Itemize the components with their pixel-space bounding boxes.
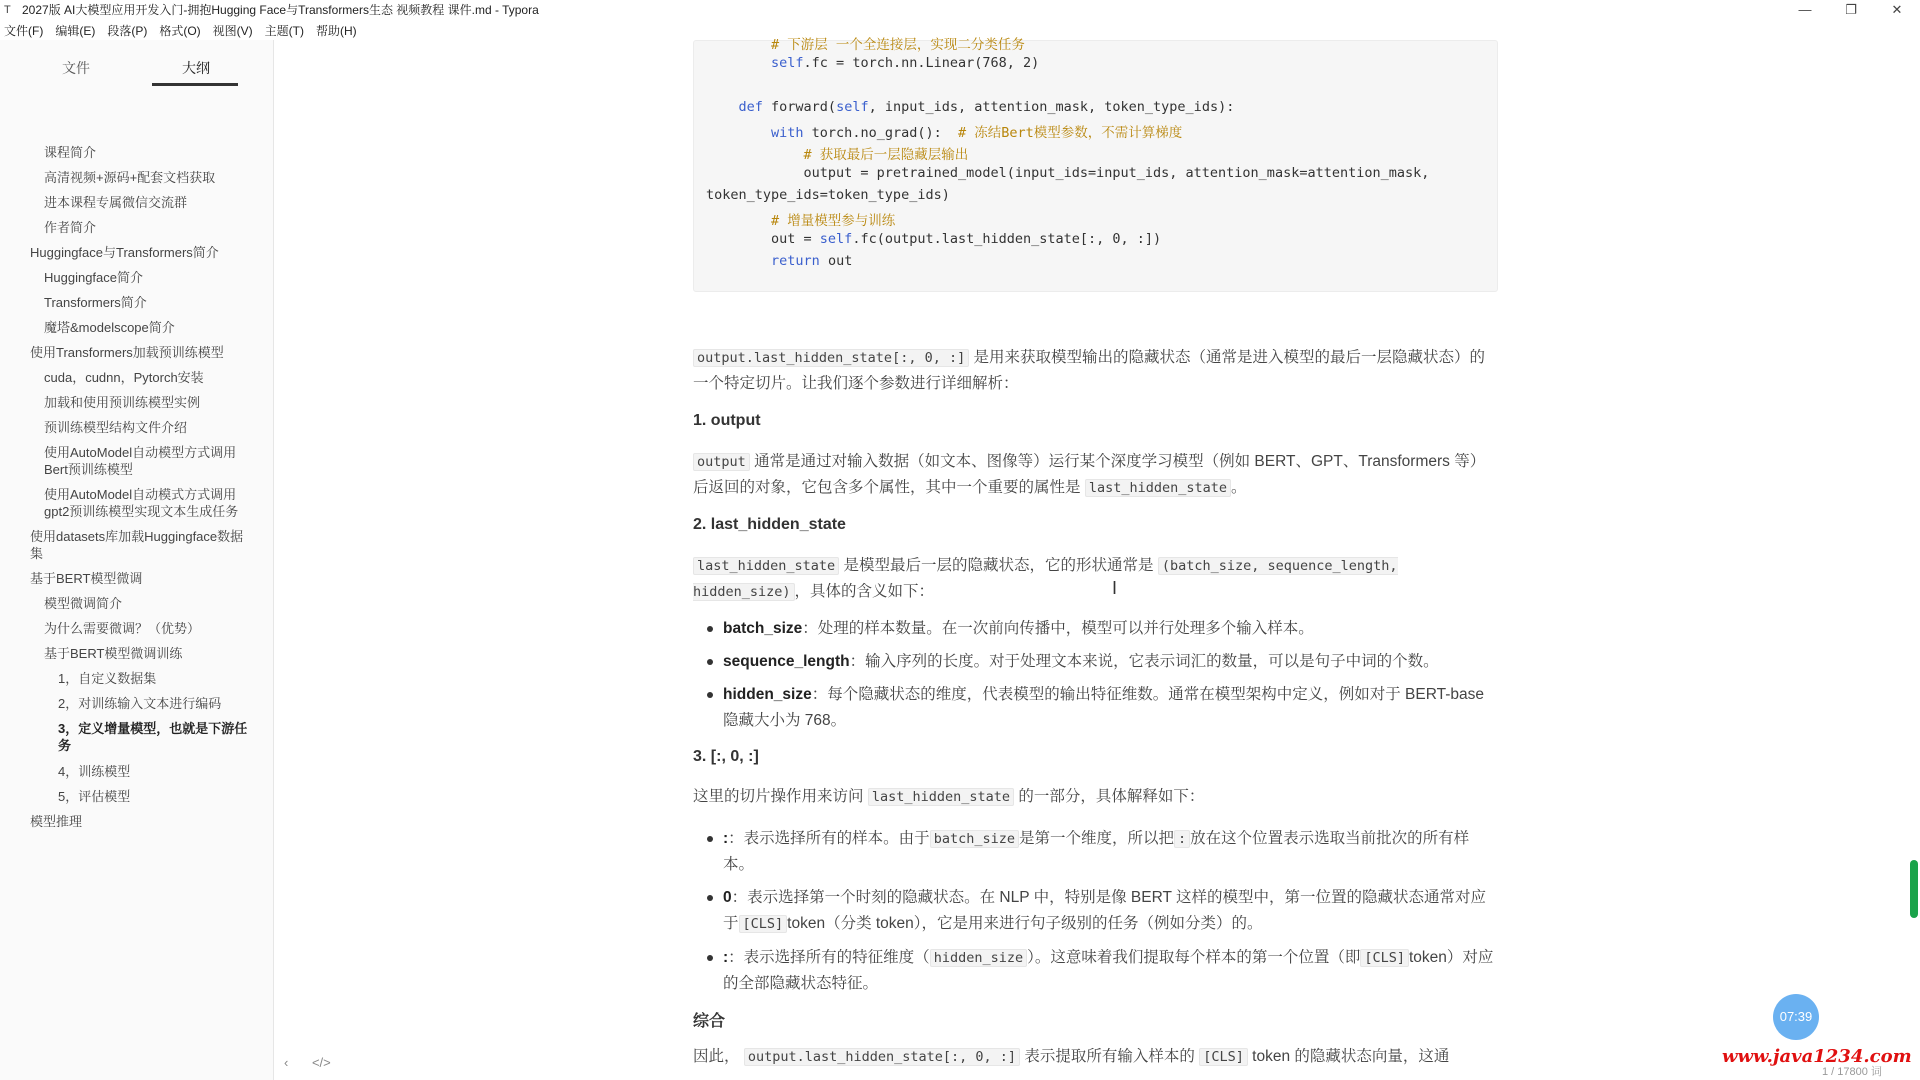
outline-item[interactable]: 使用Transformers加载预训练模型 — [30, 345, 224, 360]
menu-format[interactable]: 格式(O) — [159, 24, 201, 38]
outline-item[interactable]: 为什么需要微调？（优势） — [44, 621, 201, 636]
paragraph-output — [693, 449, 1498, 501]
inline-code: last_hidden_state — [868, 788, 1014, 806]
text-cursor-icon: I — [1112, 578, 1118, 598]
recording-timer: 07:39 — [1773, 994, 1819, 1040]
watermark: www.java1234.com — [1722, 1046, 1912, 1067]
outline-item[interactable]: 高清视频+源码+配套文档获取 — [44, 170, 216, 185]
code-line: self.fc = torch.nn.Linear(768, 2) — [771, 55, 1040, 71]
paragraph-text: 这里的切片操作用来访问 — [693, 788, 864, 805]
tab-files[interactable]: 文件 — [62, 60, 90, 76]
paragraph-text: 是模型最后一层的隐藏状态，它的形状通常是 — [843, 557, 1154, 574]
list-term: : — [723, 949, 729, 966]
inline-code: [CLS] — [1199, 1048, 1248, 1066]
inline-code: hidden_size — [930, 949, 1027, 967]
active-tab-underline — [152, 83, 238, 86]
outline-item[interactable]: 加载和使用预训练模型实例 — [44, 395, 201, 410]
paragraph-text: 。 — [1231, 479, 1247, 496]
inline-code: (batch_size, sequence_length, hidden_size) — [693, 558, 1398, 600]
outline-item[interactable]: 课程简介 — [44, 145, 97, 160]
scroll-indicator[interactable] — [1910, 860, 1918, 918]
outline-item[interactable]: 3，定义增量模型，也就是下游任务 — [58, 721, 248, 753]
collapse-sidebar-icon[interactable]: ‹ — [284, 1055, 289, 1070]
outline-item[interactable]: 5，评估模型 — [58, 789, 131, 804]
inline-code: output — [693, 453, 750, 471]
menu-paragraph[interactable]: 段落(P) — [107, 24, 148, 38]
list-item — [707, 649, 1497, 675]
bullet-icon — [707, 836, 713, 842]
outline-item[interactable]: 基于BERT模型微调训练 — [44, 646, 183, 661]
bullet-icon — [707, 955, 713, 961]
paragraph-intro — [693, 345, 1498, 397]
inline-code: [CLS] — [739, 915, 788, 933]
code-line: with torch.no_grad(): # 冻结Bert模型参数，不需计算梯度 — [771, 125, 1183, 141]
code-line: # 增量模型参与训练 — [771, 213, 896, 229]
menu-file[interactable]: 文件(F) — [4, 24, 44, 38]
outline-item[interactable]: 2，对训练输入文本进行编码 — [58, 696, 222, 711]
source-code-mode-icon[interactable]: </> — [311, 1055, 331, 1070]
heading-output: 1. output — [693, 412, 761, 429]
inline-code: output.last_hidden_state[:, 0, :] — [744, 1048, 1020, 1066]
outline-item[interactable]: 使用AutoModel自动模式方式调用gpt2预训练模型实现文本生成任务 — [44, 487, 239, 519]
maximize-button[interactable]: ❐ — [1845, 2, 1857, 17]
outline-item[interactable]: cuda，cudnn，Pytorch安装 — [44, 370, 204, 385]
bullet-icon — [707, 895, 713, 901]
list-text: ：处理的样本数量。在一次前向传播中，模型可以并行处理多个输入样本。 — [802, 620, 1314, 637]
typora-app-icon: T — [4, 4, 11, 16]
list-item — [707, 616, 1497, 642]
outline-item[interactable]: Huggingface与Transformers简介 — [30, 245, 219, 260]
list-term: 0 — [723, 889, 732, 906]
list-item — [707, 826, 1497, 878]
paragraph-text: token 的隐藏状态向量，这通 — [1252, 1048, 1450, 1065]
outline-item[interactable]: 模型推理 — [30, 814, 83, 829]
minimize-button[interactable]: — — [1798, 2, 1812, 17]
outline-item[interactable]: 进本课程专属微信交流群 — [44, 195, 188, 210]
inline-code: output.last_hidden_state[:, 0, :] — [693, 349, 969, 367]
sidebar — [0, 40, 274, 1080]
list-text: 放在这个位置表示选取当前批次的所有样本。 — [723, 830, 1470, 873]
heading-slice: 3. [:, 0, :] — [693, 748, 759, 765]
code-line: # 下游层 一个全连接层，实现二分类任务 — [771, 37, 1025, 53]
list-text: token）对应的全部隐藏状态特征。 — [723, 949, 1494, 992]
heading-summary: 综合 — [693, 1013, 726, 1030]
paragraph-text: 的一部分，具体解释如下： — [1018, 788, 1205, 805]
outline-item[interactable]: 使用AutoModel自动模型方式调用Bert预训练模型 — [44, 445, 237, 477]
outline-item[interactable]: 魔塔&modelscope简介 — [44, 320, 175, 335]
list-text: ）。这意味着我们提取每个样本的第一个位置（即 — [1027, 949, 1361, 966]
code-block[interactable] — [693, 37, 1498, 292]
paragraph-last-hidden-state — [693, 553, 1498, 605]
paragraph-text: 通常是通过对输入数据（如文本、图像等）运行某个深度学习模型（例如 BERT、GPT、Transformers 等）后返回的对象，它包含多个属性，其中一个重要的属性是 — [693, 453, 1486, 496]
outline-item[interactable]: 1，自定义数据集 — [58, 671, 157, 686]
bullet-icon — [707, 626, 713, 632]
code-line: out = self.fc(output.last_hidden_state[:, 0, :]) — [706, 231, 1162, 247]
outline-item[interactable]: 模型微调简介 — [44, 596, 123, 611]
bullet-icon — [707, 659, 713, 665]
window-title: 2027版 AI大模型应用开发入门-拥抱Hugging Face与Transformers生态 视频教程 课件.md - Typora — [22, 3, 539, 17]
code-line: token_type_ids=token_type_ids) — [706, 187, 950, 203]
heading-last-hidden-state: 2. last_hidden_state — [693, 516, 846, 533]
list-item — [707, 682, 1497, 734]
menu-bar — [0, 22, 365, 40]
menu-view[interactable]: 视图(V) — [212, 24, 253, 38]
inline-code: batch_size — [930, 830, 1019, 848]
list-term: batch_size — [723, 620, 803, 637]
paragraph-text: 是用来获取模型输出的隐藏状态（通常是进入模型的最后一层隐藏状态）的一个特定切片。让我们逐个参数进行详细解析： — [693, 349, 1486, 392]
list-text: ：表示选择第一个时刻的隐藏状态。在 NLP 中，特别是像 BERT 这样的模型中，第一位置的隐藏状态通常对应于 — [723, 889, 1487, 932]
paragraph-text: 因此， — [693, 1048, 740, 1065]
paragraph-text: 表示提取所有输入样本的 — [1024, 1048, 1195, 1065]
list-text: ：表示选择所有的特征维度（ — [728, 949, 930, 966]
code-line: output = pretrained_model(input_ids=input_ids, attention_mask=attention_mask, — [706, 165, 1430, 181]
list-item — [707, 945, 1497, 997]
title-bar — [0, 0, 1920, 20]
bullet-icon — [707, 692, 713, 698]
outline-item[interactable]: 4，训练模型 — [58, 764, 131, 779]
sidebar-footer — [284, 1055, 351, 1070]
paragraph-summary — [693, 1044, 1498, 1070]
word-count[interactable]: 1 / 17800 词 — [1822, 1066, 1882, 1078]
menu-help[interactable]: 帮助(H) — [315, 24, 357, 38]
outline-item[interactable]: Huggingface简介 — [44, 270, 143, 285]
code-line: return out — [771, 253, 853, 269]
menu-edit[interactable]: 编辑(E) — [55, 24, 96, 38]
inline-code: last_hidden_state — [1085, 479, 1231, 497]
list-term: : — [723, 830, 729, 847]
close-button[interactable]: ✕ — [1891, 2, 1903, 17]
outline-item[interactable]: 使用datasets库加载Huggingface数据集 — [30, 529, 244, 561]
list-term: sequence_length — [723, 653, 850, 670]
tab-outline[interactable]: 大纲 — [182, 60, 210, 76]
code-line: # 获取最后一层隐藏层输出 — [803, 147, 969, 163]
list-text: ：每个隐藏状态的维度，代表模型的输出特征维数。通常在模型架构中定义，例如对于 BERT-base 隐藏大小为 768。 — [723, 686, 1485, 729]
code-line: def forward(self, input_ids, attention_mask, token_type_ids): — [738, 99, 1235, 115]
outline-item[interactable]: 预训练模型结构文件介绍 — [44, 420, 188, 435]
outline-item[interactable]: 作者简介 — [44, 220, 97, 235]
list-term: hidden_size — [723, 686, 812, 703]
list-text: ：表示选择所有的样本。由于 — [728, 830, 930, 847]
inline-code: last_hidden_state — [693, 557, 839, 575]
menu-theme[interactable]: 主题(T) — [264, 24, 304, 38]
list-item — [707, 885, 1497, 937]
paragraph-text: ，具体的含义如下： — [794, 583, 935, 600]
outline-item[interactable]: Transformers简介 — [44, 295, 147, 310]
inline-code: : — [1174, 830, 1190, 848]
outline-item[interactable]: 基于BERT模型微调 — [30, 571, 143, 586]
list-text: token（分类 token），它是用来进行句子级别的任务（例如分类）的。 — [787, 915, 1263, 932]
list-text: 是第一个维度，所以把 — [1018, 830, 1174, 847]
paragraph-slice — [693, 784, 1498, 810]
inline-code: [CLS] — [1360, 949, 1409, 967]
list-text: ：输入序列的长度。对于处理文本来说，它表示词汇的数量，可以是句子中词的个数。 — [849, 653, 1439, 670]
